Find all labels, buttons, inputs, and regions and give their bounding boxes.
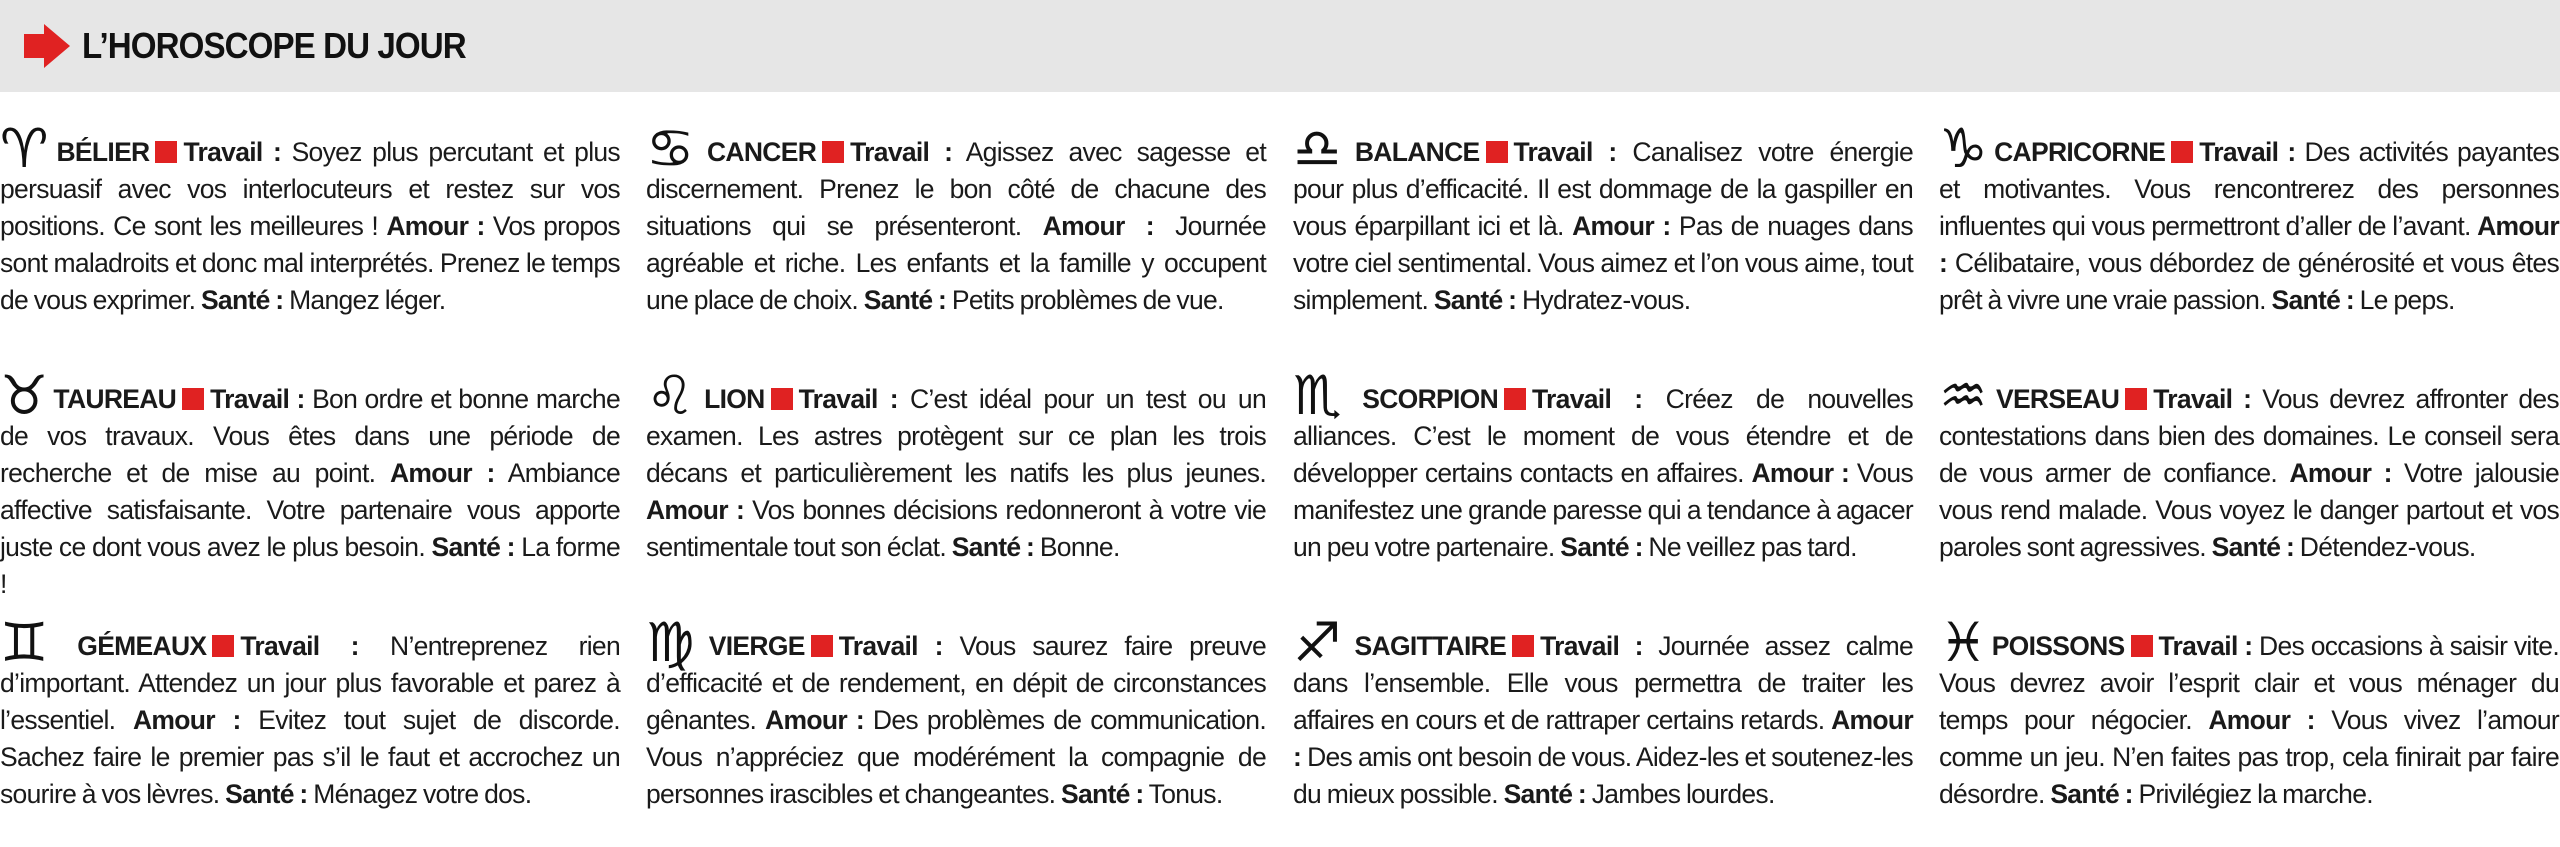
leo-icon: ♌	[646, 364, 701, 427]
sign-verseau	[1939, 364, 2559, 566]
amour-text: Pas de nuages dans votre ciel sentimental. Vous aimez et l’on vous aime, tout simplement.	[1293, 211, 1913, 315]
travail-text: Soyez plus percutant et plus persuasif avec vos interlocuteurs et restez sur vos positions. Ce sont les meilleures !	[0, 137, 620, 241]
sign-name: GÉMEAUX	[77, 631, 207, 661]
sign-scorpion	[1293, 364, 1913, 566]
sante-text: Privilégiez la marche.	[2138, 779, 2373, 809]
red-square-icon	[155, 141, 177, 163]
red-square-icon	[2171, 141, 2193, 163]
travail-label: Travail :	[1540, 631, 1643, 661]
sign-name: CAPRICORNE	[1994, 137, 2166, 167]
amour-label: Amour :	[386, 211, 485, 241]
sign-name: POISSONS	[1991, 631, 2125, 661]
sign-name: SCORPION	[1362, 384, 1499, 414]
sante-text: Jambes lourdes.	[1591, 779, 1775, 809]
sign-balance	[1293, 117, 1914, 319]
red-square-icon	[822, 141, 844, 163]
travail-text: Journée assez calme dans l’ensemble. Elle vous permettra de traiter les affaires en cours et de rattraper certains retards.	[1293, 631, 1913, 735]
amour-label: Amour :	[389, 458, 495, 488]
sante-label: Santé :	[1503, 779, 1587, 809]
sante-text: Tonus.	[1148, 779, 1223, 809]
travail-label: Travail :	[240, 631, 359, 661]
travail-text: N’entreprenez rien d’important. Attendez un jour plus favorable et parez à l’essentiel.	[0, 631, 621, 735]
red-square-icon	[1504, 388, 1526, 410]
sante-text: Mangez léger.	[289, 285, 446, 315]
sante-text: Détendez-vous.	[2299, 532, 2476, 562]
aquarius-icon: ♒	[1939, 364, 1992, 427]
sign-capricorne	[1939, 117, 2559, 319]
amour-text: Votre jalousie vous rend malade. Vous voyez le danger partout et vos paroles sont agressives.	[1939, 458, 2559, 562]
sign-vierge	[646, 611, 1266, 813]
travail-text: Créez de nouvelles alliances. C’est le moment de vous étendre et de développer certains contacts en affaires.	[1293, 384, 1913, 488]
amour-text: Des amis ont besoin de vous. Aidez-les et soutenez-les du mieux possible.	[1293, 742, 1913, 809]
pisces-icon: ♓	[1939, 611, 1988, 674]
amour-text: Ambiance affective satisfaisante. Votre partenaire vous apporte juste ce dont vous avez le plus besoin.	[0, 458, 620, 562]
sante-label: Santé :	[1560, 532, 1643, 562]
sign-name: LION	[704, 384, 765, 414]
sagittarius-icon: ♐	[1293, 611, 1351, 674]
travail-text: Canalisez votre énergie pour plus d’efficacité. Il est dommage de la gaspiller en vous éparpillant ici et là.	[1293, 137, 1914, 241]
sante-label: Santé :	[1433, 285, 1517, 315]
amour-text: Vos propos sont maladroits et donc mal interprétés. Prenez le temps de vous exprimer.	[0, 211, 620, 315]
sante-text: Bonne.	[1039, 532, 1120, 562]
capricorn-icon: ♑	[1939, 117, 1991, 180]
sign-sagittaire	[1293, 611, 1913, 813]
horoscope-grid	[0, 117, 2560, 847]
gemini-icon: ♊	[0, 611, 74, 674]
sign-name: VIERGE	[708, 631, 805, 661]
sign-name: TAUREAU	[53, 384, 177, 414]
red-square-icon	[212, 635, 234, 657]
red-square-icon	[182, 388, 204, 410]
travail-label: Travail :	[838, 631, 943, 661]
amour-text: Vous vivez l’amour comme un jeu. N’en faites pas trop, cela finirait par faire désordre.	[1939, 705, 2559, 809]
amour-label: Amour :	[1293, 705, 1913, 772]
page-title: L’HOROSCOPE DU JOUR	[82, 25, 466, 66]
amour-label: Amour :	[2289, 458, 2392, 488]
sante-label: Santé :	[431, 532, 515, 562]
sante-label: Santé :	[2211, 532, 2295, 562]
sign-name: SAGITTAIRE	[1354, 631, 1507, 661]
amour-text: Des problèmes de communication. Vous n’appréciez que modérément la compagnie de personnes irascibles et changeantes.	[646, 705, 1266, 809]
travail-text: Vous saurez faire preuve d’efficacité et de rendement, en dépit de circonstances gênantes.	[646, 631, 1266, 735]
cancer-icon: ♋	[646, 117, 703, 180]
virgo-icon: ♍	[646, 611, 705, 674]
sante-label: Santé :	[200, 285, 284, 315]
travail-text: Des activités payantes et motivantes. Vous rencontrerez des personnes influentes qui vous permettront d’aller de l’avant.	[1939, 137, 2559, 241]
amour-label: Amour :	[1939, 211, 2559, 278]
travail-text: Bon ordre et bonne marche de vos travaux. Vous êtes dans une période de recherche et de mise au point.	[0, 384, 620, 488]
travail-label: Travail :	[210, 384, 305, 414]
sign-gemeaux	[0, 611, 621, 813]
amour-text: Vos bonnes décisions redonneront à votre vie sentimentale tout son éclat.	[646, 495, 1266, 562]
amour-label: Amour :	[1572, 211, 1671, 241]
amour-text: Journée agréable et riche. Les enfants et la famille y occupent une place de choix.	[646, 211, 1266, 315]
sante-label: Santé :	[863, 285, 947, 315]
sign-name: BÉLIER	[56, 137, 150, 167]
amour-label: Amour :	[132, 705, 241, 735]
sante-label: Santé :	[951, 532, 1035, 562]
right-arrow-icon	[22, 23, 72, 69]
taurus-icon: ♉	[0, 364, 50, 427]
sante-text: La forme !	[0, 532, 620, 599]
header-bar	[0, 0, 2560, 92]
sign-name: BALANCE	[1354, 137, 1480, 167]
amour-text: Célibataire, vous débordez de générosité et vous êtes prêt à vivre une vraie passion.	[1939, 248, 2559, 315]
scorpio-icon: ♏	[1293, 364, 1359, 427]
red-square-icon	[2131, 635, 2153, 657]
sante-text: Le peps.	[2359, 285, 2455, 315]
sante-label: Santé :	[2050, 779, 2133, 809]
sante-label: Santé :	[225, 779, 308, 809]
travail-label: Travail :	[183, 137, 282, 167]
sante-text: Ménagez votre dos.	[313, 779, 532, 809]
sante-text: Hydratez-vous.	[1521, 285, 1691, 315]
travail-label: Travail :	[2158, 631, 2253, 661]
sign-poissons	[1939, 611, 2559, 813]
sign-taureau	[0, 364, 620, 603]
sign-name: CANCER	[706, 137, 817, 167]
aries-icon: ♈	[0, 117, 53, 180]
libra-icon: ♎	[1293, 117, 1351, 180]
amour-text: Vous manifestez une grande paresse qui a tendance à agacer un peu votre partenaire.	[1293, 458, 1913, 562]
sante-label: Santé :	[2271, 285, 2354, 315]
travail-text: Des occasions à saisir vite. Vous devrez avoir l’esprit clair et vous ménager du temps pour négocier.	[1939, 631, 2559, 735]
travail-label: Travail :	[798, 384, 898, 414]
sign-name: VERSEAU	[1995, 384, 2120, 414]
sign-lion	[646, 364, 1266, 566]
travail-text: Agissez avec sagesse et discernement. Prenez le bon côté de chacune des situations qui se présenteront.	[646, 137, 1266, 241]
red-square-icon	[1486, 141, 1508, 163]
travail-label: Travail :	[1513, 137, 1617, 167]
red-square-icon	[2125, 388, 2147, 410]
sante-text: Ne veillez pas tard.	[1648, 532, 1857, 562]
amour-text: Evitez tout sujet de discorde. Sachez faire le premier pas s’il le faut et accrochez un sourire à vos lèvres.	[0, 705, 620, 809]
travail-label: Travail :	[2153, 384, 2252, 414]
sign-cancer	[646, 117, 1266, 319]
travail-text: C’est idéal pour un test ou un examen. Les astres protègent sur ce plan les trois décans et particulièrement les natifs les plus jeunes.	[646, 384, 1266, 488]
sante-text: Petits problèmes de vue.	[951, 285, 1224, 315]
red-square-icon	[811, 635, 833, 657]
travail-label: Travail :	[1532, 384, 1643, 414]
amour-label: Amour :	[1042, 211, 1154, 241]
amour-label: Amour :	[765, 705, 864, 735]
sante-label: Santé :	[1061, 779, 1144, 809]
amour-label: Amour :	[2208, 705, 2315, 735]
sign-belier	[0, 117, 620, 319]
red-square-icon	[1512, 635, 1534, 657]
travail-label: Travail :	[850, 137, 953, 167]
red-square-icon	[771, 388, 793, 410]
travail-text: Vous devrez affronter des contestations dans bien des domaines. Le conseil sera de vous armer de confiance.	[1939, 384, 2559, 488]
amour-label: Amour :	[646, 495, 745, 525]
travail-label: Travail :	[2199, 137, 2296, 167]
amour-label: Amour :	[1751, 458, 1850, 488]
